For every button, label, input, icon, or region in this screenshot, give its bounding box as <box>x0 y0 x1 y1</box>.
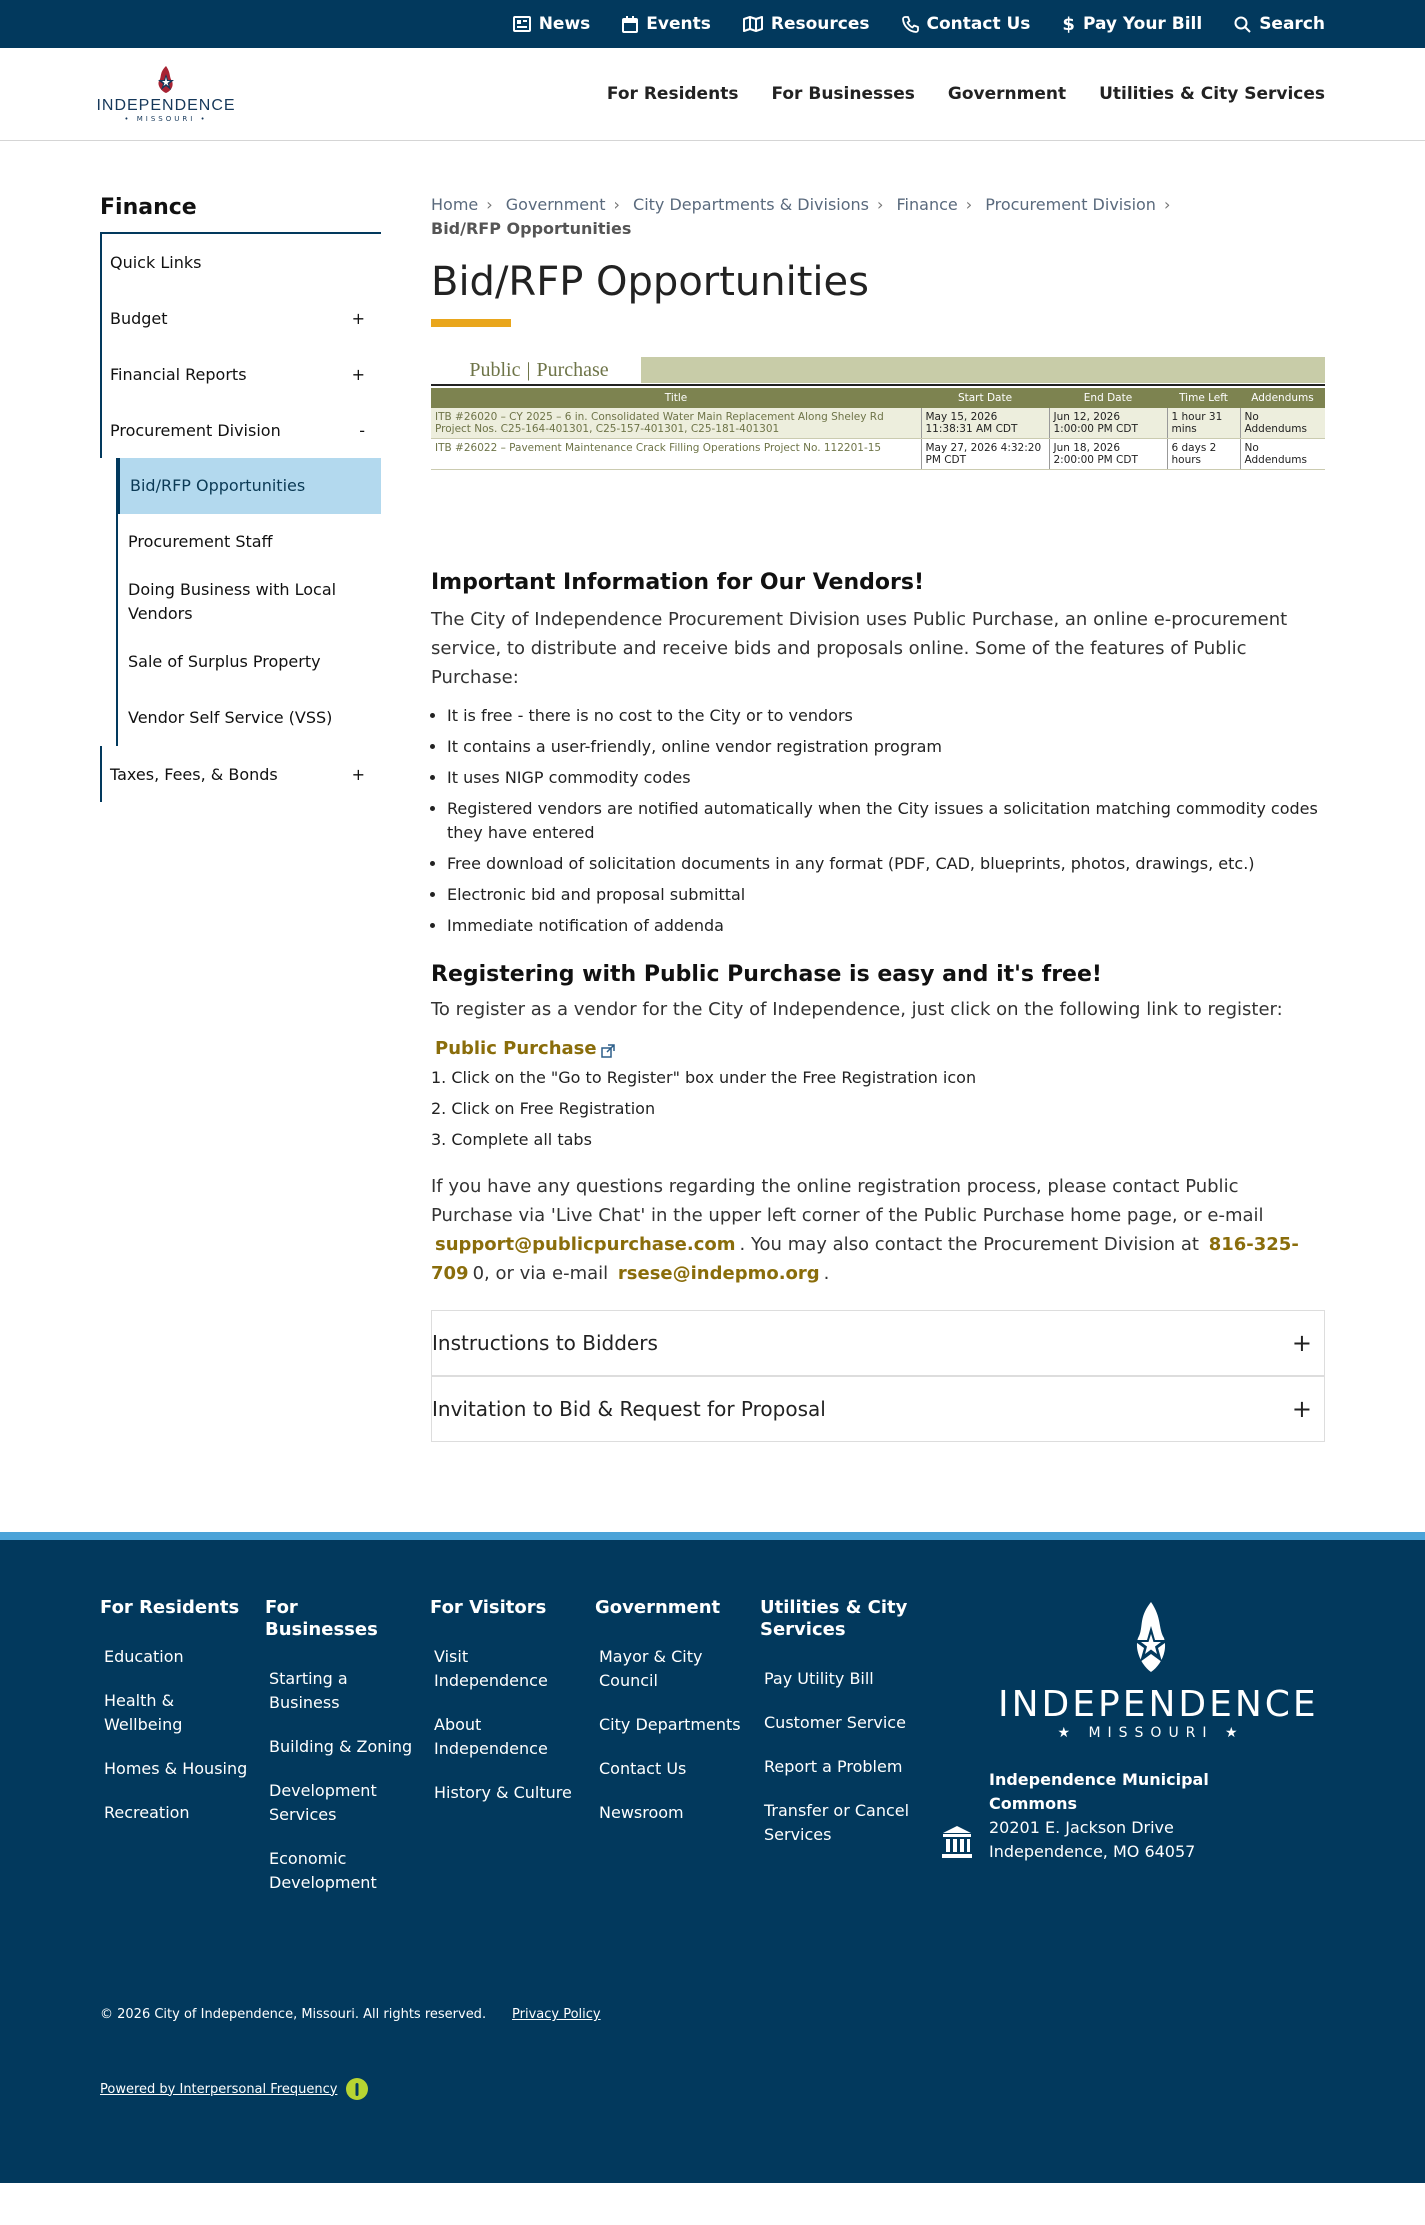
contact-text-a: If you have any questions regarding the online registration process, please contact Public Purchase via 'Live Chat' in the upper left corner of the Public Purchase home page, or e-mail <box>431 1176 1264 1226</box>
interpersonal-frequency-icon[interactable] <box>345 2077 369 2101</box>
support-email-link[interactable]: support@publicpurchase.com <box>435 1234 736 1255</box>
accordion-label: Instructions to Bidders <box>432 1331 658 1355</box>
register-steps <box>431 1066 1325 1152</box>
chevron-right-icon: › <box>486 195 493 214</box>
expand-icon[interactable]: + <box>351 308 365 328</box>
title-accent-bar <box>431 319 511 327</box>
contact-text-d: . <box>823 1263 830 1284</box>
footer-address <box>989 1768 1229 1864</box>
register-lead: To register as a vendor for the City of Independence, just click on the following link to register: <box>431 999 1283 1020</box>
logo-wordmark: INDEPENDENCE <box>96 97 236 114</box>
news-link[interactable] <box>513 14 591 34</box>
footer-link[interactable]: Health & Wellbeing <box>104 1691 183 1734</box>
bid-addendums: No Addendums <box>1240 439 1325 470</box>
footer-link[interactable]: Recreation <box>104 1803 190 1822</box>
footer-link[interactable]: Report a Problem <box>764 1757 903 1776</box>
chevron-right-icon: › <box>1163 195 1171 214</box>
footer-link[interactable]: Transfer or Cancel Services <box>764 1801 910 1844</box>
list-item: • It is free - there is no cost to the City or to vendors <box>447 704 1325 728</box>
page-title: Bid/RFP Opportunities <box>431 259 869 305</box>
breadcrumb-departments[interactable]: City Departments & Divisions <box>633 195 870 214</box>
sidebar-subitem-label: Vendor Self Service (VSS) <box>128 708 333 727</box>
footer-col-title: For Residents <box>100 1597 240 1618</box>
bid-title[interactable]: ITB #26022 – Pavement Maintenance Crack Filling Operations Project No. 112201-15 <box>431 439 921 470</box>
procurement-email-link[interactable]: rsese@indepmo.org <box>617 1263 820 1284</box>
sidebar-item-taxes[interactable] <box>100 746 381 802</box>
col-end: End Date <box>1049 388 1167 408</box>
page-body <box>0 193 1425 1442</box>
pay-bill-label: Pay Your Bill <box>1082 14 1203 34</box>
list-item: • It uses NIGP commodity codes <box>447 766 1325 790</box>
external-link-icon[interactable] <box>601 1044 615 1058</box>
site-logo[interactable] <box>96 65 236 123</box>
footer-col-visitors <box>430 1597 580 1825</box>
sidebar-subitem-label: Doing Business with Local Vendors <box>128 580 337 623</box>
important-heading: Important Information for Our Vendors! <box>431 570 924 595</box>
breadcrumb-procurement[interactable]: Procurement Division <box>985 195 1156 214</box>
nav-residents[interactable]: For Residents <box>606 84 739 104</box>
footer-link[interactable]: Starting a Business <box>269 1669 348 1712</box>
vendor-info-section <box>431 570 1325 938</box>
list-item: • Free download of solicitation documents in any format (PDF, CAD, blueprints, photos, drawings, etc.) <box>447 852 1325 876</box>
footer-link[interactable]: Homes & Housing <box>104 1759 248 1778</box>
phone-link[interactable]: 816-325-709 <box>431 1234 1299 1284</box>
address-line-2: Independence, MO 64057 <box>989 1842 1196 1861</box>
pay-bill-link[interactable] <box>1062 14 1202 35</box>
footer-link[interactable]: Customer Service <box>764 1713 906 1732</box>
footer-link[interactable]: Newsroom <box>599 1803 684 1822</box>
list-item: 1. Click on the "Go to Register" box under the Free Registration icon <box>431 1068 977 1087</box>
sidebar-subitem-bid-rfp[interactable] <box>116 458 381 514</box>
sidebar-subitem-label: Bid/RFP Opportunities <box>130 476 306 495</box>
sidebar-item-label: Quick Links <box>110 252 202 272</box>
bid-table-header <box>431 388 1325 408</box>
col-time-left: Time Left <box>1167 388 1240 408</box>
breadcrumb-current: Bid/RFP Opportunities <box>431 219 632 238</box>
chevron-right-icon: › <box>613 195 620 214</box>
footer-logo-wordmark: INDEPENDENCE <box>998 1684 1319 1725</box>
accordion-invitation[interactable] <box>431 1376 1325 1442</box>
sidebar-subitem-label: Procurement Staff <box>128 532 273 551</box>
pp-logo-purchase: Purchase <box>536 358 609 381</box>
chevron-right-icon: › <box>965 195 973 214</box>
breadcrumb-home[interactable]: Home <box>431 195 479 214</box>
news-label: News <box>538 14 591 34</box>
footer-link[interactable]: Visit Independence <box>434 1647 548 1690</box>
events-label: Events <box>646 14 711 34</box>
col-addendums: Addendums <box>1240 388 1325 408</box>
search-label: Search <box>1259 14 1325 34</box>
sidebar-item-budget[interactable] <box>100 290 381 346</box>
plus-icon[interactable]: + <box>1291 1395 1312 1423</box>
contact-link[interactable] <box>902 14 1031 34</box>
expand-icon[interactable]: + <box>351 364 365 384</box>
footer-link[interactable]: Development Services <box>269 1781 377 1824</box>
register-heading: Registering with Public Purchase is easy and it's free! <box>431 962 1102 987</box>
powered-by <box>100 2077 369 2101</box>
breadcrumb-finance[interactable]: Finance <box>896 195 958 214</box>
sidebar-subitem-label: Sale of Surplus Property <box>128 652 321 671</box>
bid-table <box>431 388 1325 470</box>
list-item: • Registered vendors are notified automatically when the City issues a solicitation matching commodity codes they have entered <box>447 797 1325 845</box>
footer-link[interactable]: City Departments <box>599 1715 741 1734</box>
list-item: 3. Complete all tabs <box>431 1130 592 1149</box>
table-row[interactable] <box>431 439 1325 470</box>
important-lead: The City of Independence Procurement Division uses Public Purchase, an online e-procurement service, to distribute and receive bids and proposals online. Some of the features of Public Purchase: <box>431 609 1288 688</box>
list-item: • It contains a user-friendly, online vendor registration program <box>447 735 1325 759</box>
footer-logo[interactable] <box>998 1600 1319 1741</box>
breadcrumb <box>431 193 1325 241</box>
copyright: © 2026 City of Independence, Missouri. All rights reserved. <box>100 2007 487 2022</box>
nav-businesses[interactable]: For Businesses <box>771 84 915 104</box>
footer-col-title: Utilities & City Services <box>760 1597 908 1640</box>
nav-government[interactable]: Government <box>947 84 1067 104</box>
sidebar <box>100 193 381 1442</box>
features-list <box>431 704 1325 938</box>
sidebar-item-label: Financial Reports <box>110 364 247 384</box>
footer-col-businesses <box>265 1597 415 1915</box>
footer-col-title: Government <box>595 1597 721 1618</box>
footer-col-title: For Visitors <box>430 1597 547 1618</box>
resources-link[interactable] <box>743 14 870 34</box>
chevron-right-icon: › <box>877 195 884 214</box>
footer-col-government <box>595 1597 745 1845</box>
utility-bar <box>0 0 1425 48</box>
breadcrumb-government[interactable]: Government <box>505 195 606 214</box>
sidebar-item-label: Taxes, Fees, & Bonds <box>110 764 278 784</box>
contact-text-b: . You may also contact the Procurement Division at <box>739 1234 1199 1255</box>
table-row[interactable] <box>431 408 1325 439</box>
nav-utilities[interactable]: Utilities & City Services <box>1099 84 1325 104</box>
bid-start: May 15, 2026 11:38:31 AM CDT <box>921 408 1049 439</box>
plus-icon[interactable]: + <box>1291 1329 1312 1357</box>
newspaper-icon <box>513 16 531 32</box>
footer-link[interactable]: Mayor & City Council <box>599 1647 703 1690</box>
resources-label: Resources <box>770 14 870 34</box>
register-section <box>431 962 1325 1288</box>
footer-link[interactable]: Education <box>104 1647 184 1666</box>
logo-subtitle: • MISSOURI • <box>124 115 208 123</box>
bid-start: May 27, 2026 4:32:20 PM CDT <box>921 439 1049 470</box>
contact-text-c: 0, or via e-mail <box>472 1263 609 1284</box>
footer-col-title: For Businesses <box>265 1597 378 1640</box>
list-item: • Immediate notification of addenda <box>447 914 1325 938</box>
public-purchase-widget <box>431 357 1325 470</box>
flame-logo-icon <box>153 65 179 95</box>
sidebar-item-procurement[interactable] <box>100 402 381 458</box>
bid-time-left: 1 hour 31 mins <box>1167 408 1240 439</box>
flame-logo-icon <box>1126 1600 1176 1676</box>
col-start: Start Date <box>921 388 1049 408</box>
accordion-label: Invitation to Bid & Request for Proposal <box>432 1397 826 1421</box>
footer-link[interactable]: Building & Zoning <box>269 1737 413 1756</box>
footer-col-utilities <box>760 1597 910 1867</box>
contact-label: Contact Us <box>926 14 1031 34</box>
main-nav <box>574 84 1325 104</box>
footer-col-residents <box>100 1597 250 1845</box>
calendar-icon <box>622 16 638 33</box>
sidebar-subitem-procurement-staff[interactable] <box>116 514 381 570</box>
expand-icon[interactable]: + <box>351 764 365 784</box>
building-icon <box>941 1825 973 1859</box>
bid-end: Jun 18, 2026 2:00:00 PM CDT <box>1049 439 1167 470</box>
address-name: Independence Municipal Commons <box>989 1770 1209 1813</box>
footer-link[interactable]: Pay Utility Bill <box>764 1669 874 1688</box>
sidebar-subitem-local-vendors[interactable] <box>116 570 381 634</box>
footer-link[interactable]: Contact Us <box>599 1759 687 1778</box>
bid-addendums: No Addendums <box>1240 408 1325 439</box>
pp-divider <box>431 384 1325 386</box>
address-line-1: 20201 E. Jackson Drive <box>989 1818 1174 1837</box>
search-icon <box>1234 16 1251 33</box>
footer-link[interactable]: History & Culture <box>434 1783 572 1802</box>
list-item: • Electronic bid and proposal submittal <box>447 883 1325 907</box>
site-footer <box>0 1532 1425 2183</box>
sidebar-subitem-surplus[interactable] <box>116 634 381 690</box>
bid-time-left: 6 days 2 hours <box>1167 439 1240 470</box>
privacy-policy-link[interactable]: Privacy Policy <box>512 2007 601 2022</box>
pp-logo-public: Public <box>469 358 521 381</box>
bid-title[interactable]: ITB #26020 – CY 2025 – 6 in. Consolidated Water Main Replacement Along Sheley Rd Project Nos. C25-164-401301, C25-157-401301, C25-181-401301 <box>431 408 921 439</box>
sidebar-item-label: Procurement Division <box>110 420 281 440</box>
sidebar-title: Finance <box>100 195 197 220</box>
accordion-instructions[interactable] <box>431 1310 1325 1376</box>
col-title: Title <box>431 388 921 408</box>
dollar-icon: $ <box>1062 13 1075 35</box>
accordion-group <box>431 1310 1325 1442</box>
sidebar-menu <box>100 232 381 802</box>
footer-logo-subtitle: ★ MISSOURI ★ <box>1057 1725 1245 1741</box>
footer-link[interactable]: Economic Development <box>269 1849 377 1892</box>
phone-icon <box>902 16 919 33</box>
sidebar-item-financial-reports[interactable] <box>100 346 381 402</box>
map-icon <box>743 16 763 32</box>
public-purchase-logo[interactable] <box>431 357 641 383</box>
search-link[interactable] <box>1234 14 1325 34</box>
collapse-icon[interactable]: - <box>359 420 365 440</box>
contact-paragraph <box>431 1172 1325 1288</box>
site-header <box>0 48 1425 141</box>
bid-end: Jun 12, 2026 1:00:00 PM CDT <box>1049 408 1167 439</box>
pp-logo-divider: | <box>526 358 531 381</box>
events-link[interactable] <box>622 14 711 34</box>
sidebar-item-quick-links[interactable] <box>100 234 381 290</box>
list-item: 2. Click on Free Registration <box>431 1099 656 1118</box>
public-purchase-link-row <box>431 1038 1325 1059</box>
public-purchase-link[interactable]: Public Purchase <box>435 1038 597 1059</box>
main-content <box>431 193 1325 1442</box>
pp-header <box>431 357 1325 383</box>
powered-by-link[interactable]: Powered by Interpersonal Frequency <box>100 2081 338 2097</box>
sidebar-subitem-vss[interactable] <box>116 690 381 746</box>
sidebar-item-label: Budget <box>110 308 168 328</box>
footer-link[interactable]: About Independence <box>434 1715 548 1758</box>
